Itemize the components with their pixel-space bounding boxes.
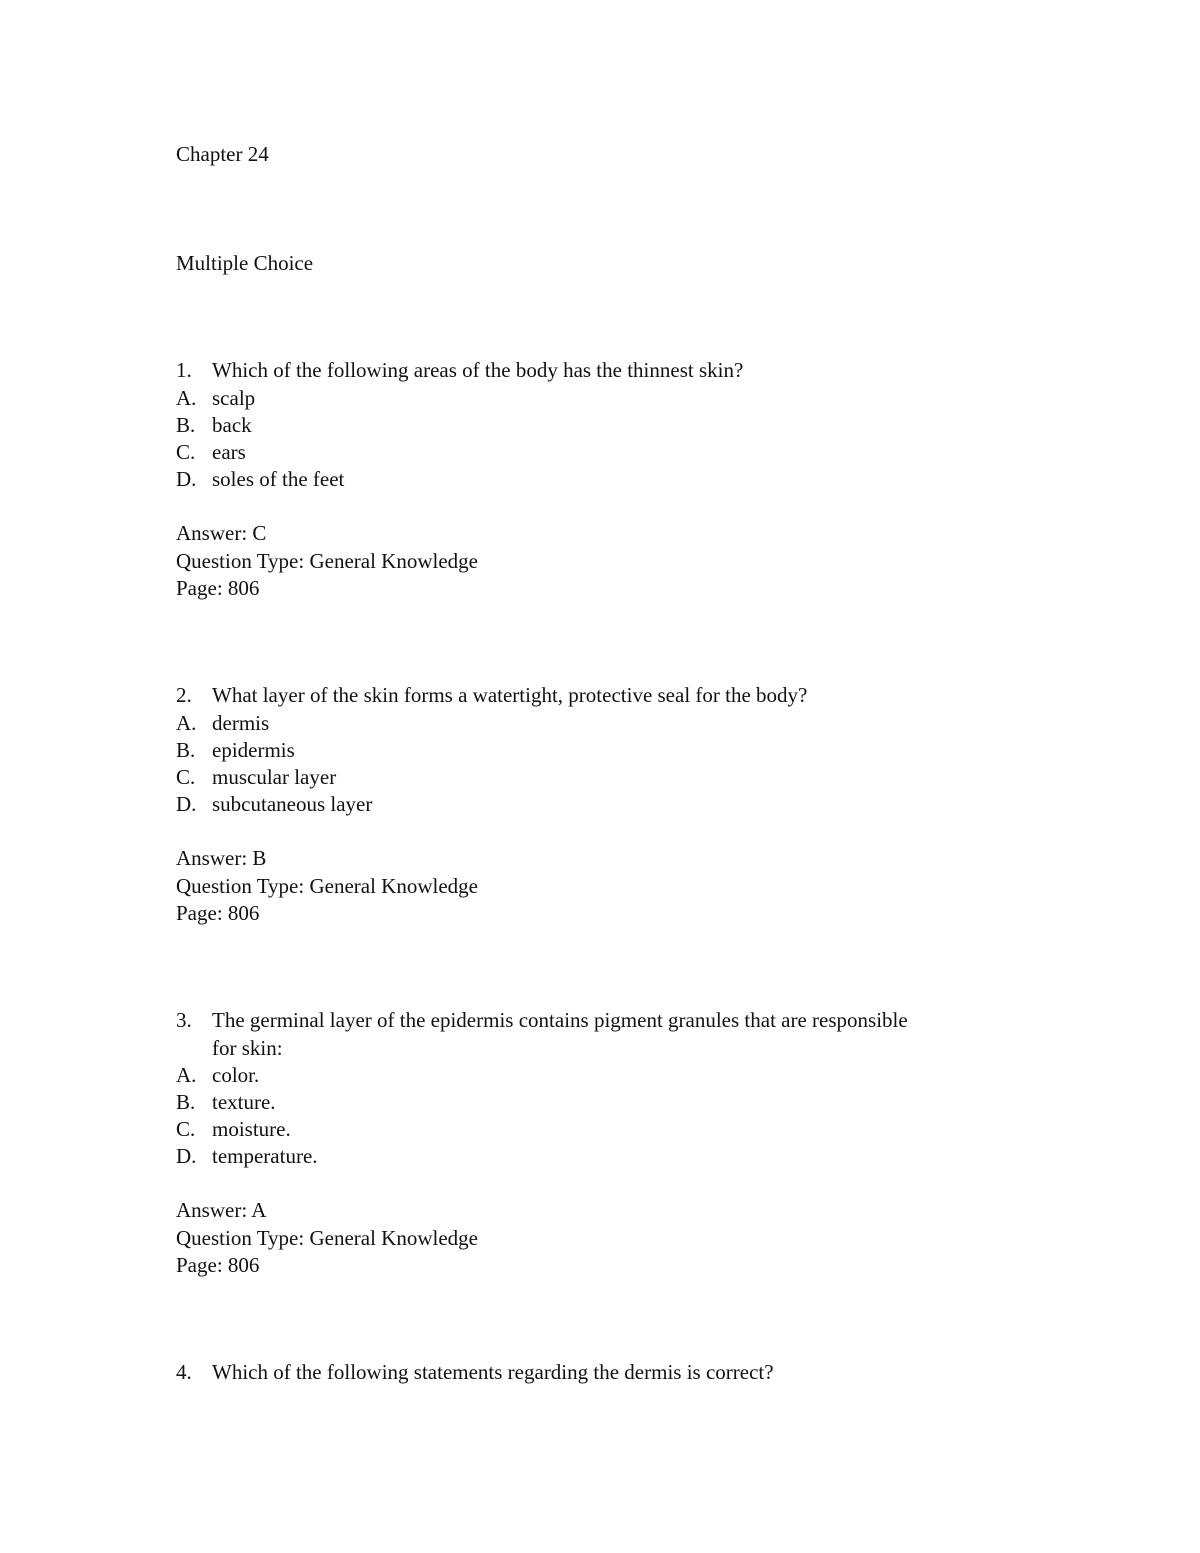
- option-label: C.: [176, 440, 196, 464]
- option-text: back: [212, 413, 252, 437]
- question-type-text: Question Type: General Knowledge: [176, 549, 478, 573]
- option-b: [176, 737, 295, 764]
- option-text: ears: [212, 440, 246, 464]
- page-reference: Page: 806: [176, 1253, 260, 1277]
- option-text: temperature.: [212, 1144, 318, 1168]
- option-c: [176, 764, 336, 791]
- option-a: [176, 385, 255, 412]
- option-c: [176, 1116, 291, 1143]
- question-1: [176, 357, 743, 384]
- option-text: color.: [212, 1063, 260, 1087]
- option-text: epidermis: [212, 738, 295, 762]
- option-text: soles of the feet: [212, 467, 345, 491]
- option-b: [176, 1089, 276, 1116]
- question-text-continuation: for skin:: [212, 1036, 283, 1060]
- page-reference: Page: 806: [176, 576, 260, 600]
- option-text: texture.: [212, 1090, 276, 1114]
- question-number: 2.: [176, 683, 192, 707]
- option-b: [176, 412, 252, 439]
- page-reference: Page: 806: [176, 901, 260, 925]
- question-text: The germinal layer of the epidermis contains pigment granules that are responsible: [212, 1008, 908, 1032]
- option-label: C.: [176, 1117, 196, 1141]
- option-d: [176, 466, 344, 493]
- question-4: [176, 1359, 774, 1386]
- option-label: C.: [176, 765, 196, 789]
- option-text: moisture.: [212, 1117, 291, 1141]
- option-label: A.: [176, 711, 197, 735]
- option-label: A.: [176, 1063, 197, 1087]
- option-label: B.: [176, 738, 196, 762]
- answer-text: Answer: A: [176, 1198, 267, 1222]
- option-text: scalp: [212, 386, 256, 410]
- option-a: [176, 710, 269, 737]
- option-label: D.: [176, 467, 197, 491]
- option-d: [176, 1143, 318, 1170]
- option-text: dermis: [212, 711, 270, 735]
- option-d: [176, 791, 372, 818]
- question-number: 1.: [176, 358, 192, 382]
- option-text: subcutaneous layer: [212, 792, 373, 816]
- question-2: [176, 682, 807, 709]
- answer-text: Answer: C: [176, 521, 267, 545]
- option-a: [176, 1062, 259, 1089]
- option-label: B.: [176, 413, 196, 437]
- option-label: A.: [176, 386, 197, 410]
- question-text: Which of the following areas of the body has the thinnest skin?: [212, 358, 744, 382]
- option-label: D.: [176, 792, 197, 816]
- question-text: What layer of the skin forms a watertight, protective seal for the body?: [212, 683, 808, 707]
- option-text: muscular layer: [212, 765, 337, 789]
- question-type-text: Question Type: General Knowledge: [176, 1226, 478, 1250]
- section-title: Multiple Choice: [176, 251, 314, 275]
- question-type-text: Question Type: General Knowledge: [176, 874, 478, 898]
- option-c: [176, 439, 246, 466]
- chapter-title: Chapter 24: [176, 142, 269, 166]
- question-number: 4.: [176, 1360, 192, 1384]
- question-text: Which of the following statements regarding the dermis is correct?: [212, 1360, 774, 1384]
- question-3: [176, 1007, 908, 1034]
- option-label: D.: [176, 1144, 197, 1168]
- answer-text: Answer: B: [176, 846, 267, 870]
- option-label: B.: [176, 1090, 196, 1114]
- question-number: 3.: [176, 1008, 192, 1032]
